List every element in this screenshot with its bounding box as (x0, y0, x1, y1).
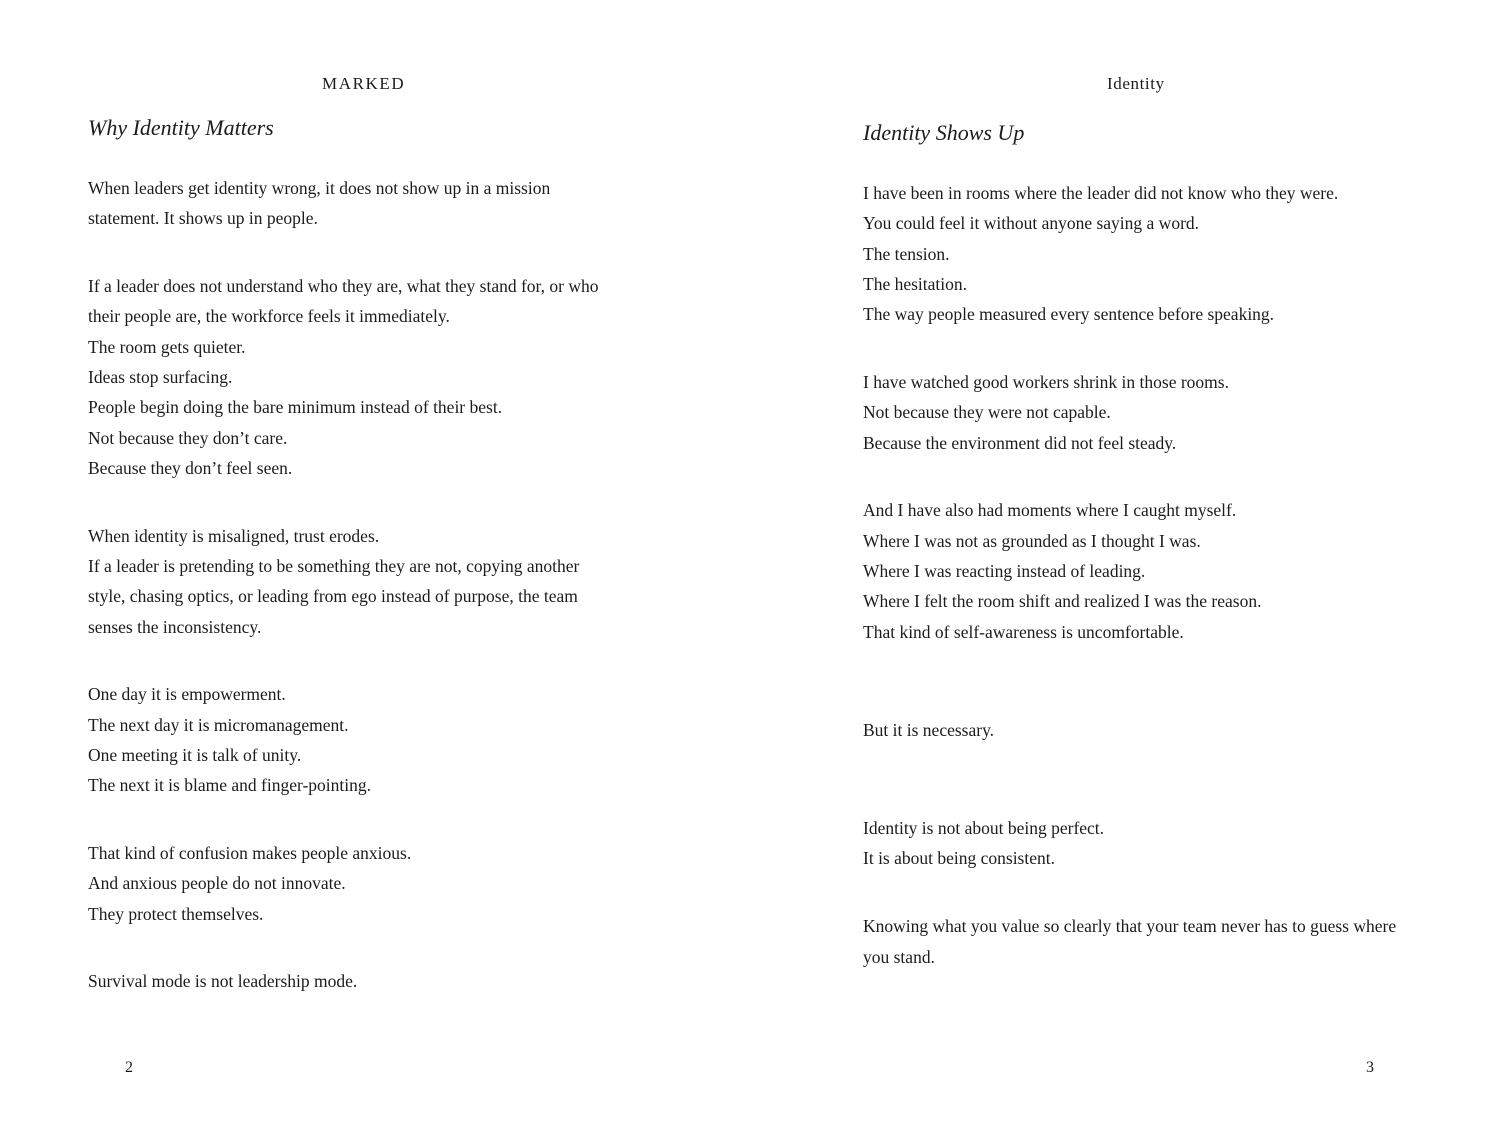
text-line: senses the inconsistency. (88, 616, 262, 637)
section-title: Identity Shows Up (863, 120, 1025, 145)
text-line: That kind of self-awareness is uncomfortable. (863, 621, 1184, 642)
text-line: The tension. (863, 243, 950, 264)
text-line: The hesitation. (863, 273, 968, 294)
paragraph (863, 715, 1443, 745)
text-line: It is about being consistent. (863, 848, 1055, 869)
running-head-book-title: MARKED (322, 74, 406, 93)
text-line: Survival mode is not leadership mode. (88, 971, 358, 992)
text-line: Not because they don’t care. (88, 427, 288, 448)
text-line: The next day it is micromanagement. (88, 714, 349, 735)
text-line: Because the environment did not feel steady. (863, 432, 1177, 453)
text-line: One meeting it is talk of unity. (88, 744, 302, 765)
text-line: Identity is not about being perfect. (863, 818, 1105, 839)
text-line: One day it is empowerment. (88, 684, 286, 705)
text-line: Where I was reacting instead of leading. (863, 560, 1146, 581)
text-line: you stand. (863, 946, 935, 967)
text-line: If a leader is pretending to be something they are not, copying another (88, 555, 580, 576)
text-line: If a leader does not understand who they are, what they stand for, or who (88, 276, 599, 297)
text-line: When identity is misaligned, trust erodes. (88, 525, 380, 546)
text-line: People begin doing the bare minimum instead of their best. (88, 397, 503, 418)
text-line: That kind of confusion makes people anxious. (88, 843, 412, 864)
text-line: The next it is blame and finger-pointing. (88, 775, 371, 796)
text-line: Where I felt the room shift and realized I was the reason. (863, 591, 1262, 612)
text-line: But it is necessary. (863, 719, 995, 740)
paragraph (88, 173, 648, 234)
text-line: I have been in rooms where the leader did not know who they were. (863, 183, 1339, 203)
text-line: Where I was not as grounded as I thought I was. (863, 530, 1201, 551)
text-line: their people are, the workforce feels it immediately. (88, 306, 450, 327)
paragraph (863, 178, 1443, 329)
text-line: The way people measured every sentence before speaking. (863, 304, 1275, 325)
text-line: You could feel it without anyone saying a word. (863, 213, 1200, 234)
paragraph (863, 367, 1443, 458)
paragraph (88, 521, 648, 642)
text-line: And I have also had moments where I caught myself. (863, 500, 1237, 521)
paragraph (88, 966, 648, 996)
text-line: Knowing what you value so clearly that your team never has to guess where (863, 916, 1397, 937)
text-line: Not because they were not capable. (863, 402, 1111, 423)
right-page (750, 0, 1500, 1125)
body-text (863, 178, 1443, 1009)
text-line: Because they don’t feel seen. (88, 457, 293, 478)
text-line: style, chasing optics, or leading from ego instead of purpose, the team (88, 586, 578, 607)
paragraph (88, 679, 648, 800)
text-line: statement. It shows up in people. (88, 208, 318, 229)
section-title: Why Identity Matters (88, 115, 274, 140)
text-line: I have watched good workers shrink in those rooms. (863, 371, 1229, 392)
paragraph (863, 495, 1443, 646)
running-head-chapter-title: Identity (1107, 74, 1165, 93)
text-line: When leaders get identity wrong, it does not show up in a mission (88, 178, 551, 198)
paragraph (863, 911, 1443, 972)
text-line: Ideas stop surfacing. (88, 366, 233, 387)
paragraph (88, 838, 648, 929)
body-text (88, 173, 648, 1034)
paragraph (863, 813, 1443, 874)
text-line: The room gets quieter. (88, 336, 246, 357)
paragraph (88, 271, 648, 483)
text-line: And anxious people do not innovate. (88, 873, 346, 894)
text-line: They protect themselves. (88, 903, 264, 924)
page-number: 2 (125, 1059, 133, 1076)
page-number: 3 (1366, 1059, 1374, 1076)
